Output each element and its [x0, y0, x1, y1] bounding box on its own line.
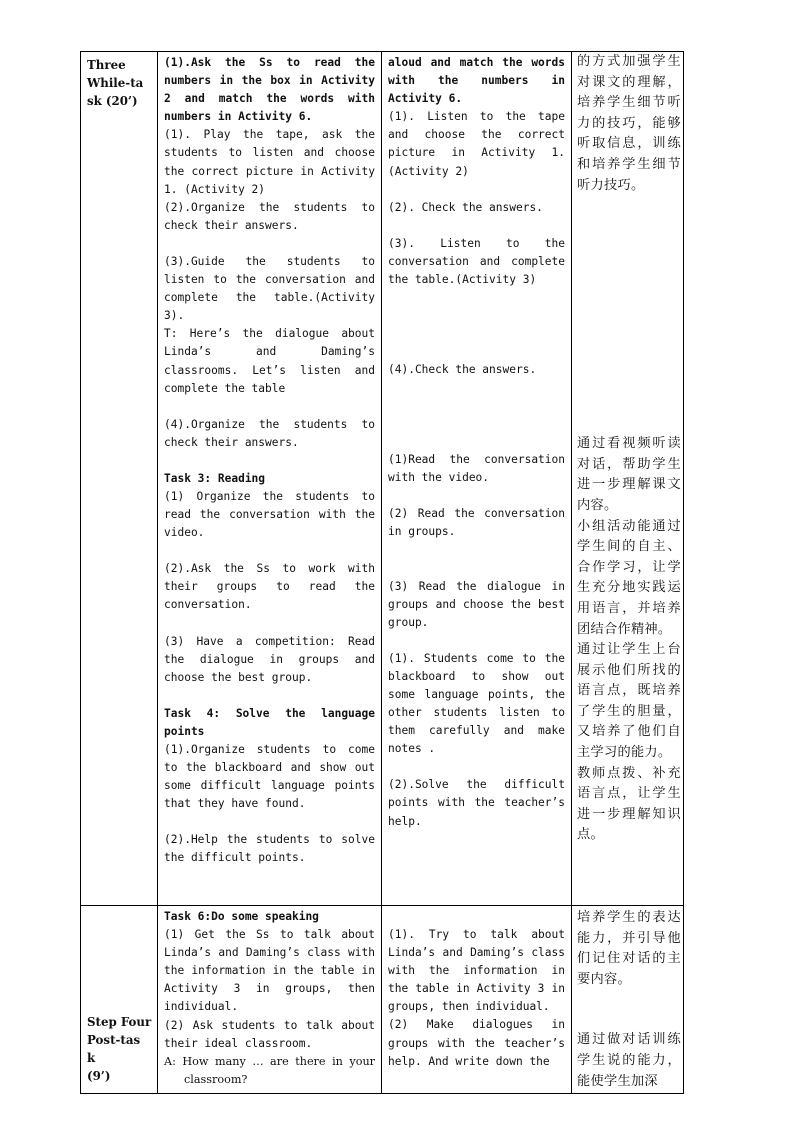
- step-line: While-ta: [87, 76, 144, 90]
- student-item: (1). Try to talk about Linda’s and Daming’s class with the information in the table in Activity 3 in groups, then individual.: [388, 928, 565, 1014]
- student-activities-while-task: [388, 54, 565, 831]
- teacher-item: (1) Organize the students to read the conversation with the video.: [164, 489, 375, 540]
- column-divider: [571, 52, 572, 1093]
- teacher-item: (1).Organize students to come to the blackboard and show out some difficult language points that they have found.: [164, 743, 375, 811]
- student-item: (4).Check the answers.: [388, 363, 537, 377]
- step-line: Post-tas: [87, 1033, 141, 1047]
- step-label-while-task: [87, 56, 155, 110]
- student-item: (1). Students come to the blackboard to show out some language points, the other students listen to them carefully and make notes .: [388, 651, 565, 756]
- purpose-item: 培养学生的表达能力，并引导他们记住对话的主要内容。: [577, 910, 681, 987]
- purpose-item: 通过看视频听读对话，帮助学生进一步理解课文内容。: [577, 436, 681, 513]
- student-item: (3) Read the dialogue in groups and choose the best group.: [388, 579, 565, 629]
- teacher-item: (1) Get the Ss to talk about Linda’s and Daming’s class with the information in the table in Activity 3 in groups, then individual.: [164, 928, 375, 1014]
- student-activities-post-task: [388, 926, 565, 1071]
- column-divider: [157, 52, 158, 1093]
- design-purpose-while-task: [577, 52, 681, 846]
- teacher-activities-post-task: [164, 908, 375, 1089]
- student-item: (2). Check the answers.: [388, 200, 543, 214]
- step-line: Three: [87, 58, 126, 72]
- row-divider: [81, 905, 683, 906]
- teacher-item: (2).Organize the students to check their answers.: [164, 200, 375, 232]
- teacher-item: T: Here’s the dialogue about Linda’s and Daming’s classrooms. Let’s listen and complete the table: [164, 327, 375, 395]
- purpose-item: 的方式加强学生对课文的理解，培养学生细节听力的技巧，能够听取信息，训练和培养学生细节听力技巧。: [577, 54, 681, 193]
- task-heading: Task 4: Solve the language points: [164, 706, 375, 738]
- student-item: (2) Read the conversation in groups.: [388, 507, 565, 539]
- purpose-item: 通过做对话训练学生说的能力，能使学生加深: [577, 1032, 681, 1089]
- step-line: sk (20’): [87, 94, 138, 108]
- teacher-item: (2).Ask the Ss to work with their groups to read the conversation.: [164, 562, 375, 612]
- teacher-item: (3).Guide the students to listen to the conversation and complete the table.(Activity 3).: [164, 254, 375, 323]
- student-item: (2) Make dialogues in groups with the teacher’s help. And write down the: [388, 1018, 565, 1068]
- step-line: (9’): [87, 1069, 111, 1083]
- step-label-post-task: [87, 1013, 155, 1085]
- task-heading: Task 6:Do some speaking: [164, 910, 319, 923]
- student-item: (1). Listen to the tape and choose the correct picture in Activity 1. (Activity 2): [388, 110, 565, 178]
- student-item: (2).Solve the difficult points with the teacher’s help.: [388, 778, 565, 828]
- teacher-item: (4).Organize the students to check their answers.: [164, 417, 375, 449]
- teacher-item: A: How many … are there in your classroom?: [164, 1054, 375, 1086]
- lesson-plan-table: [80, 51, 684, 1094]
- teacher-item: (1).Ask the Ss to read the numbers in the box in Activity 2 and match the words with numbers in Activity 6.: [164, 56, 375, 124]
- column-divider: [381, 52, 382, 1093]
- teacher-item: (1). Play the tape, ask the students to listen and choose the correct picture in Activity 1. (Activity 2): [164, 128, 375, 196]
- teacher-item: (2) Ask students to talk about their ideal classroom.: [164, 1018, 375, 1050]
- teacher-item: (2).Help the students to solve the difficult points.: [164, 833, 375, 865]
- teacher-item: (3) Have a competition: Read the dialogue in groups and choose the best group.: [164, 634, 375, 684]
- student-item: aloud and match the words with the numbers in Activity 6.: [388, 56, 565, 106]
- student-item: (3). Listen to the conversation and complete the table.(Activity 3): [388, 236, 565, 286]
- step-line: Step Four: [87, 1015, 152, 1029]
- purpose-item: 通过让学生上台展示他们所找的语言点，既培养了学生的胆量，又培养了他们自主学习的能力。: [577, 642, 681, 761]
- purpose-item: 小组活动能通过学生间的自主、合作学习，让学生充分地实践运用语言，并培养团结合作精神。: [577, 518, 681, 637]
- task-heading: Task 3: Reading: [164, 471, 266, 485]
- teacher-activities-while-task: [164, 54, 375, 868]
- step-line: k: [87, 1051, 96, 1065]
- purpose-item: 教师点拨、补充语言点，让学生进一步理解知识点。: [577, 765, 681, 843]
- design-purpose-post-task: [577, 908, 681, 1092]
- student-item: (1)Read the conversation with the video.: [388, 453, 565, 485]
